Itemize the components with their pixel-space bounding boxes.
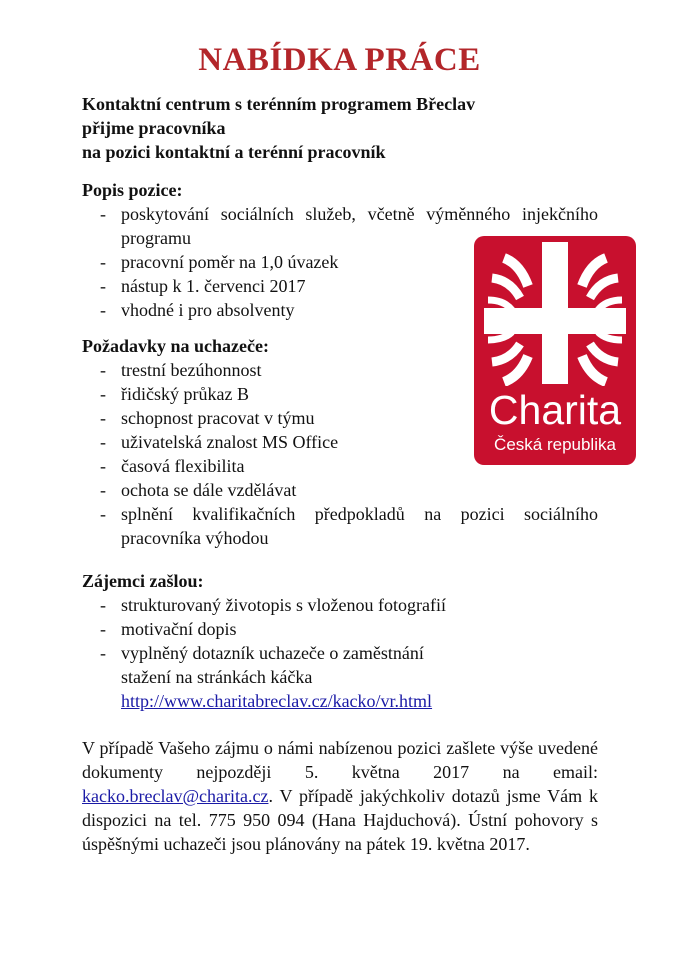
list-item: - strukturovaný životopis s vloženou fotografií bbox=[100, 593, 446, 617]
section-heading-pozadavky: Požadavky na uchazeče: bbox=[82, 336, 269, 356]
page-title: NABÍDKA PRÁCE bbox=[198, 42, 481, 78]
closing-paragraph bbox=[82, 736, 598, 856]
logo-subtitle: Česká republika bbox=[494, 435, 616, 454]
section-heading-popis: Popis pozice: bbox=[82, 180, 183, 200]
list-zajemci bbox=[100, 593, 446, 713]
list-item: - schopnost pracovat v týmu bbox=[100, 406, 598, 430]
email-link[interactable]: kacko.breclav@charita.cz bbox=[82, 786, 269, 806]
list-item: - vhodné i pro absolventy bbox=[100, 298, 598, 322]
list-item: - pracovní poměr na 1,0 úvazek bbox=[100, 250, 598, 274]
list-item: - poskytování sociálních služeb, včetně výměnného injekčního programu bbox=[100, 202, 598, 250]
list-item: - časová flexibilita bbox=[100, 454, 598, 478]
list-item-questionnaire bbox=[100, 641, 446, 713]
list-item: - trestní bezúhonnost bbox=[100, 358, 598, 382]
charita-logo bbox=[474, 236, 636, 465]
list-item: - uživatelská znalost MS Office bbox=[100, 430, 598, 454]
list-item: - splnění kvalifikačních předpokladů na pozici sociálního pracovníka výhodou bbox=[100, 502, 598, 550]
list-item: - motivační dopis bbox=[100, 617, 446, 641]
download-note: stažení na stránkách káčka bbox=[121, 667, 313, 687]
logo-name: Charita bbox=[488, 387, 622, 433]
charita-cross-icon bbox=[474, 236, 636, 386]
list-item: - nástup k 1. červenci 2017 bbox=[100, 274, 598, 298]
intro-line-hiring: přijme pracovníka bbox=[82, 118, 226, 138]
intro-line-position: na pozici kontaktní a terénní pracovník bbox=[82, 142, 386, 162]
intro-block bbox=[82, 92, 475, 164]
list-item: - řidičský průkaz B bbox=[100, 382, 598, 406]
closing-text-part1: V případě Vašeho zájmu o námi nabízenou pozici zašlete výše uvedené dokumenty nejpozději 5. května 2017 na email: bbox=[82, 738, 598, 782]
intro-line-organization: Kontaktní centrum s terénním programem Břeclav bbox=[82, 94, 476, 114]
questionnaire-line: - vyplněný dotazník uchazeče o zaměstnání bbox=[121, 643, 424, 663]
questionnaire-link[interactable]: http://www.charitabreclav.cz/kacko/vr.html bbox=[121, 691, 433, 711]
closing-text-part2: . V případě jakýchkoliv dotazů jsme Vám k dispozici na tel. 775 950 094 (Hana Hajduchová). Ústní pohovory s úspěšnými uchazeči jsou plánovány na pátek 19. května 2017. bbox=[82, 786, 598, 854]
section-heading-zajemci: Zájemci zašlou: bbox=[82, 571, 204, 591]
list-item: - ochota se dále vzdělávat bbox=[100, 478, 598, 502]
